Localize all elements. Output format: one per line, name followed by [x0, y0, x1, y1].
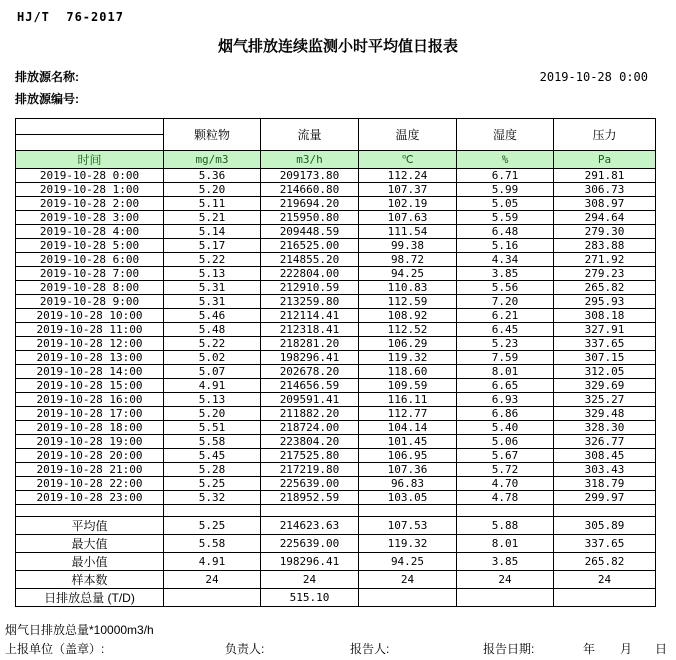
monitoring-table	[15, 118, 656, 607]
particulate-cell: 5.17	[164, 239, 261, 253]
summary-label-cell: 样本数	[16, 571, 164, 589]
month-label: 月	[620, 642, 633, 656]
particulate-cell: 5.36	[164, 169, 261, 183]
summary-label-cell: 最大值	[16, 535, 164, 553]
summary-rows	[16, 517, 656, 607]
flow-cell: 211882.20	[261, 407, 359, 421]
col-header-flow: 流量	[261, 119, 359, 151]
temperature-cell: 102.19	[359, 197, 457, 211]
flow-cell: 215950.80	[261, 211, 359, 225]
summary-row	[16, 553, 656, 571]
flow-cell: 212318.41	[261, 323, 359, 337]
manager-label: 负责人:	[225, 642, 265, 656]
temperature-cell: 96.83	[359, 477, 457, 491]
pressure-cell: 308.97	[554, 197, 656, 211]
flow-cell: 209591.41	[261, 393, 359, 407]
flow-cell: 218281.20	[261, 337, 359, 351]
temperature-cell: 108.92	[359, 309, 457, 323]
pressure-cell: 326.77	[554, 435, 656, 449]
humidity-cell: 6.45	[457, 323, 554, 337]
time-column-header: 时间	[16, 151, 164, 169]
temperature-cell: 112.24	[359, 169, 457, 183]
particulate-cell: 5.21	[164, 211, 261, 225]
summary-label-cell: 日排放总量 (T/D)	[16, 589, 164, 607]
pressure-cell: 306.73	[554, 183, 656, 197]
temperature-cell: 109.59	[359, 379, 457, 393]
table-row	[16, 211, 656, 225]
year-label: 年	[583, 642, 596, 656]
col-header-temperature: 温度	[359, 119, 457, 151]
temperature-cell: 116.11	[359, 393, 457, 407]
particulate-cell: 5.46	[164, 309, 261, 323]
flow-cell: 222804.00	[261, 267, 359, 281]
temperature-cell: 118.60	[359, 365, 457, 379]
particulate-cell: 24	[164, 571, 261, 589]
flow-cell: 209173.80	[261, 169, 359, 183]
humidity-cell: 6.71	[457, 169, 554, 183]
time-cell: 2019-10-28 5:00	[16, 239, 164, 253]
humidity-cell: 5.05	[457, 197, 554, 211]
table-row	[16, 183, 656, 197]
temperature-cell: 107.63	[359, 211, 457, 225]
pressure-cell: 265.82	[554, 553, 656, 571]
flow-cell: 198296.41	[261, 351, 359, 365]
particulate-cell: 5.58	[164, 535, 261, 553]
flow-cell: 214855.20	[261, 253, 359, 267]
pressure-cell: 308.45	[554, 449, 656, 463]
time-cell: 2019-10-28 0:00	[16, 169, 164, 183]
flow-cell: 218952.59	[261, 491, 359, 505]
signature-line	[0, 640, 676, 656]
time-cell: 2019-10-28 16:00	[16, 393, 164, 407]
header-name-row	[16, 119, 656, 135]
pressure-cell: 329.48	[554, 407, 656, 421]
temperature-cell: 107.36	[359, 463, 457, 477]
time-cell: 2019-10-28 8:00	[16, 281, 164, 295]
particulate-cell: 5.28	[164, 463, 261, 477]
pressure-cell: 279.30	[554, 225, 656, 239]
temperature-cell: 106.29	[359, 337, 457, 351]
pressure-cell: 305.89	[554, 517, 656, 535]
humidity-cell: 8.01	[457, 535, 554, 553]
table-row	[16, 197, 656, 211]
flow-cell: 214656.59	[261, 379, 359, 393]
humidity-cell: 5.67	[457, 449, 554, 463]
table-row	[16, 435, 656, 449]
particulate-cell: 4.91	[164, 553, 261, 571]
particulate-cell: 5.13	[164, 393, 261, 407]
humidity-cell: 5.40	[457, 421, 554, 435]
flow-cell: 219694.20	[261, 197, 359, 211]
table-row	[16, 379, 656, 393]
unit-pressure: Pa	[554, 151, 656, 169]
data-rows	[16, 169, 656, 505]
temperature-cell: 94.25	[359, 553, 457, 571]
particulate-cell: 5.14	[164, 225, 261, 239]
report-datetime: 2019-10-28 0:00	[539, 70, 648, 84]
time-cell: 2019-10-28 2:00	[16, 197, 164, 211]
pressure-cell: 265.82	[554, 281, 656, 295]
temperature-cell: 107.53	[359, 517, 457, 535]
pressure-cell: 283.88	[554, 239, 656, 253]
time-cell: 2019-10-28 6:00	[16, 253, 164, 267]
particulate-cell: 5.25	[164, 477, 261, 491]
humidity-cell: 6.48	[457, 225, 554, 239]
temperature-cell: 110.83	[359, 281, 457, 295]
flow-cell: 223804.20	[261, 435, 359, 449]
flow-cell: 213259.80	[261, 295, 359, 309]
summary-row	[16, 589, 656, 607]
table-row	[16, 225, 656, 239]
table-row	[16, 309, 656, 323]
humidity-cell: 4.70	[457, 477, 554, 491]
temperature-cell: 98.72	[359, 253, 457, 267]
temperature-cell: 99.38	[359, 239, 457, 253]
particulate-cell: 5.07	[164, 365, 261, 379]
temperature-cell: 94.25	[359, 267, 457, 281]
time-cell: 2019-10-28 15:00	[16, 379, 164, 393]
flow-cell: 217525.80	[261, 449, 359, 463]
time-cell: 2019-10-28 20:00	[16, 449, 164, 463]
temperature-cell: 111.54	[359, 225, 457, 239]
pressure-cell: 328.30	[554, 421, 656, 435]
pressure-cell: 312.05	[554, 365, 656, 379]
pressure-cell: 325.27	[554, 393, 656, 407]
pressure-cell: 299.97	[554, 491, 656, 505]
pressure-cell: 294.64	[554, 211, 656, 225]
humidity-cell: 5.06	[457, 435, 554, 449]
summary-row	[16, 517, 656, 535]
time-cell: 2019-10-28 9:00	[16, 295, 164, 309]
table-row	[16, 351, 656, 365]
table-row	[16, 365, 656, 379]
page-title: 烟气排放连续监测小时平均值日报表	[217, 38, 458, 55]
header-blank-bottom-cell	[16, 135, 164, 151]
table-row	[16, 407, 656, 421]
humidity-cell	[457, 589, 554, 607]
pressure-cell: 307.15	[554, 351, 656, 365]
time-cell: 2019-10-28 10:00	[16, 309, 164, 323]
table-row	[16, 449, 656, 463]
humidity-cell: 5.72	[457, 463, 554, 477]
particulate-cell: 5.20	[164, 183, 261, 197]
pressure-cell: 295.93	[554, 295, 656, 309]
temperature-cell: 103.05	[359, 491, 457, 505]
time-cell: 2019-10-28 3:00	[16, 211, 164, 225]
humidity-cell: 5.59	[457, 211, 554, 225]
particulate-cell: 4.91	[164, 379, 261, 393]
unit-temperature: ℃	[359, 151, 457, 169]
temperature-cell: 24	[359, 571, 457, 589]
time-cell: 2019-10-28 12:00	[16, 337, 164, 351]
pressure-cell: 329.69	[554, 379, 656, 393]
temperature-cell: 106.95	[359, 449, 457, 463]
flow-cell: 214623.63	[261, 517, 359, 535]
summary-row	[16, 571, 656, 589]
unit-row	[16, 151, 656, 169]
reporter-label: 报告人:	[350, 642, 390, 656]
summary-label-cell: 平均值	[16, 517, 164, 535]
humidity-cell: 5.23	[457, 337, 554, 351]
source-name-label: 排放源名称:	[15, 70, 79, 84]
time-cell: 2019-10-28 4:00	[16, 225, 164, 239]
humidity-cell: 5.99	[457, 183, 554, 197]
flow-cell: 24	[261, 571, 359, 589]
humidity-cell: 5.16	[457, 239, 554, 253]
spacer-row	[16, 505, 656, 517]
time-cell: 2019-10-28 7:00	[16, 267, 164, 281]
particulate-cell: 5.22	[164, 253, 261, 267]
time-cell: 2019-10-28 13:00	[16, 351, 164, 365]
time-cell: 2019-10-28 18:00	[16, 421, 164, 435]
temperature-cell: 112.77	[359, 407, 457, 421]
unit-particulate: mg/m3	[164, 151, 261, 169]
temperature-cell: 119.32	[359, 535, 457, 553]
pressure-cell: 337.65	[554, 337, 656, 351]
particulate-cell: 5.31	[164, 295, 261, 309]
col-header-particulate: 颗粒物	[164, 119, 261, 151]
humidity-cell: 7.20	[457, 295, 554, 309]
table-row	[16, 169, 656, 183]
particulate-cell: 5.13	[164, 267, 261, 281]
temperature-cell: 119.32	[359, 351, 457, 365]
report-unit-label: 上报单位（盖章）:	[5, 642, 105, 656]
header-blank-top-cell	[16, 119, 164, 135]
standard-number: HJ/T 76-2017	[17, 10, 124, 24]
temperature-cell: 112.59	[359, 295, 457, 309]
humidity-cell: 7.59	[457, 351, 554, 365]
flow-cell: 212910.59	[261, 281, 359, 295]
humidity-cell: 4.34	[457, 253, 554, 267]
pressure-cell: 337.65	[554, 535, 656, 553]
particulate-cell: 5.45	[164, 449, 261, 463]
flow-cell: 212114.41	[261, 309, 359, 323]
humidity-cell: 4.78	[457, 491, 554, 505]
pressure-cell: 279.23	[554, 267, 656, 281]
pressure-cell: 271.92	[554, 253, 656, 267]
flow-cell: 225639.00	[261, 477, 359, 491]
report-date-label: 报告日期:	[483, 642, 535, 656]
humidity-cell: 8.01	[457, 365, 554, 379]
humidity-cell: 6.86	[457, 407, 554, 421]
pressure-cell: 291.81	[554, 169, 656, 183]
pressure-cell: 24	[554, 571, 656, 589]
flow-cell: 515.10	[261, 589, 359, 607]
table-row	[16, 253, 656, 267]
pressure-cell: 327.91	[554, 323, 656, 337]
flow-cell: 209448.59	[261, 225, 359, 239]
table-row	[16, 323, 656, 337]
pressure-cell: 303.43	[554, 463, 656, 477]
col-header-pressure: 压力	[554, 119, 656, 151]
particulate-cell: 5.31	[164, 281, 261, 295]
time-cell: 2019-10-28 22:00	[16, 477, 164, 491]
particulate-cell: 5.48	[164, 323, 261, 337]
particulate-cell	[164, 589, 261, 607]
time-cell: 2019-10-28 17:00	[16, 407, 164, 421]
flow-cell: 225639.00	[261, 535, 359, 553]
unit-humidity: %	[457, 151, 554, 169]
particulate-cell: 5.32	[164, 491, 261, 505]
source-code-label: 排放源编号:	[15, 92, 79, 106]
time-cell: 2019-10-28 19:00	[16, 435, 164, 449]
flow-cell: 198296.41	[261, 553, 359, 571]
table-row	[16, 267, 656, 281]
time-cell: 2019-10-28 21:00	[16, 463, 164, 477]
col-header-humidity: 湿度	[457, 119, 554, 151]
table-row	[16, 281, 656, 295]
table-row	[16, 239, 656, 253]
humidity-cell: 24	[457, 571, 554, 589]
time-cell: 2019-10-28 23:00	[16, 491, 164, 505]
table-row	[16, 491, 656, 505]
flow-cell: 218724.00	[261, 421, 359, 435]
temperature-cell: 101.45	[359, 435, 457, 449]
particulate-cell: 5.25	[164, 517, 261, 535]
table-row	[16, 477, 656, 491]
flow-cell: 214660.80	[261, 183, 359, 197]
unit-flow: m3/h	[261, 151, 359, 169]
particulate-cell: 5.51	[164, 421, 261, 435]
table-row	[16, 421, 656, 435]
particulate-cell: 5.02	[164, 351, 261, 365]
flow-cell: 217219.80	[261, 463, 359, 477]
pressure-cell: 318.79	[554, 477, 656, 491]
humidity-cell: 6.21	[457, 309, 554, 323]
humidity-cell: 5.88	[457, 517, 554, 535]
particulate-cell: 5.58	[164, 435, 261, 449]
humidity-cell: 5.56	[457, 281, 554, 295]
humidity-cell: 6.65	[457, 379, 554, 393]
temperature-cell: 104.14	[359, 421, 457, 435]
total-emission-note: 烟气日排放总量*10000m3/h	[5, 623, 154, 637]
flow-cell: 216525.00	[261, 239, 359, 253]
day-label: 日	[655, 642, 668, 656]
time-cell: 2019-10-28 1:00	[16, 183, 164, 197]
summary-row	[16, 535, 656, 553]
table-row	[16, 393, 656, 407]
time-cell: 2019-10-28 11:00	[16, 323, 164, 337]
summary-label-cell: 最小值	[16, 553, 164, 571]
temperature-cell: 107.37	[359, 183, 457, 197]
table-row	[16, 337, 656, 351]
temperature-cell	[359, 589, 457, 607]
flow-cell: 202678.20	[261, 365, 359, 379]
particulate-cell: 5.11	[164, 197, 261, 211]
humidity-cell: 3.85	[457, 267, 554, 281]
temperature-cell: 112.52	[359, 323, 457, 337]
pressure-cell	[554, 589, 656, 607]
humidity-cell: 3.85	[457, 553, 554, 571]
particulate-cell: 5.22	[164, 337, 261, 351]
humidity-cell: 6.93	[457, 393, 554, 407]
pressure-cell: 308.18	[554, 309, 656, 323]
time-cell: 2019-10-28 14:00	[16, 365, 164, 379]
table-row	[16, 463, 656, 477]
particulate-cell: 5.20	[164, 407, 261, 421]
table-row	[16, 295, 656, 309]
